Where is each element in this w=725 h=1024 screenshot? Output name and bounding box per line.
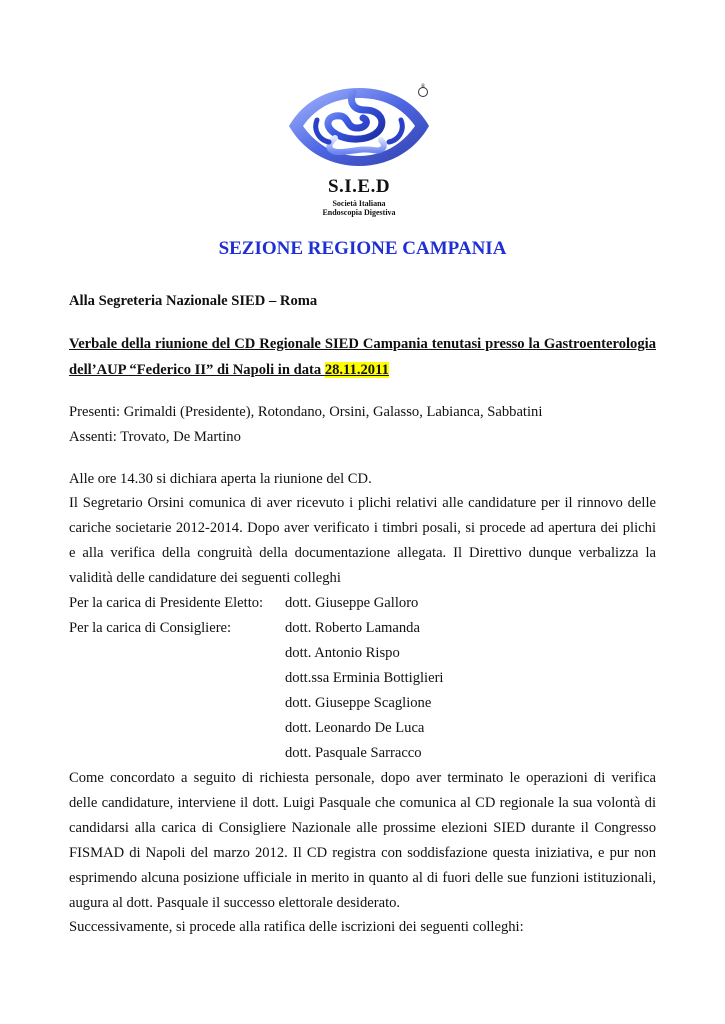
- meeting-date: 28.11.2011: [324, 362, 389, 378]
- paragraph-line: validità delle candidature dei seguenti colleghi: [69, 570, 341, 586]
- councillor-candidate: dott. Pasquale Sarracco: [285, 745, 422, 761]
- page-title: SEZIONE REGIONE CAMPANIA: [218, 238, 507, 259]
- councillor-candidate: dott. Antonio Rispo: [285, 645, 400, 661]
- recipient: Alla Segreteria Nazionale SIED – Roma: [69, 293, 318, 309]
- paragraph-line: candidarsi alla carica di Consigliere Nazionale alle prossime elezioni SIED durante il Congresso: [69, 820, 656, 836]
- sied-logo: [283, 80, 435, 218]
- paragraph-line: cariche societarie 2012-2014. Dopo aver verificato i timbri posali, si procede ad apertura dei plichi: [69, 520, 656, 536]
- logo-subtitle-line1: Società Italiana: [332, 199, 386, 208]
- paragraph-line: delle candidature, interviene il dott. Luigi Pasquale che comunica al CD regionale la sua volontà di: [69, 795, 656, 811]
- president-label: Per la carica di Presidente Eletto:: [69, 595, 264, 611]
- councillor-candidate: dott. Roberto Lamanda: [285, 620, 420, 636]
- logo-title: S.I.E.D: [327, 176, 391, 197]
- councillor-candidate: dott. Giuseppe Scaglione: [285, 695, 432, 711]
- subject-line-2: [69, 361, 389, 379]
- registered-mark: ®: [420, 84, 426, 90]
- paragraph-line: esprimendo alcuna posizione ufficiale in merito in quanto al di fuori delle sue funzioni istituzionali,: [69, 870, 656, 886]
- logo-subtitle-line2: Endoscopia Digestiva: [322, 208, 396, 217]
- present-list: Presenti: Grimaldi (Presidente), Rotondano, Orsini, Galasso, Labianca, Sabbatini: [69, 404, 543, 420]
- subject-line-2-text: dell’AUP “Federico II” di Napoli in data: [69, 362, 325, 378]
- paragraph-line: FISMAD di Napoli del marzo 2012. Il CD registra con soddisfazione questa iniziativa, e pur non: [69, 845, 656, 861]
- paragraph-line: Il Segretario Orsini comunica di aver ricevuto i plichi relativi alle candidature per il rinnovo delle: [69, 495, 656, 511]
- paragraph-opening: Alle ore 14.30 si dichiara aperta la riunione del CD.: [69, 471, 372, 487]
- paragraph-line: Successivamente, si procede alla ratifica delle iscrizioni dei seguenti colleghi:: [69, 919, 524, 935]
- paragraph-line: augura al dott. Pasquale il successo elettorale desiderato.: [69, 895, 401, 911]
- councillor-label: Per la carica di Consigliere:: [69, 620, 232, 636]
- paragraph-line: Come concordato a seguito di richiesta personale, dopo aver terminato le operazioni di verifica: [69, 770, 656, 786]
- councillor-candidate: dott.ssa Erminia Bottiglieri: [285, 670, 444, 686]
- subject-line-1: Verbale della riunione del CD Regionale SIED Campania tenutasi presso la Gastroenterologia: [69, 336, 656, 352]
- absent-list: Assenti: Trovato, De Martino: [69, 429, 241, 445]
- councillor-candidate: dott. Leonardo De Luca: [285, 720, 425, 736]
- president-candidate: dott. Giuseppe Galloro: [285, 595, 419, 611]
- paragraph-line: e alla verifica della congruità della documentazione allegata. Il Direttivo dunque verbalizza la: [69, 545, 656, 561]
- stomach-emblem-icon: [283, 80, 435, 176]
